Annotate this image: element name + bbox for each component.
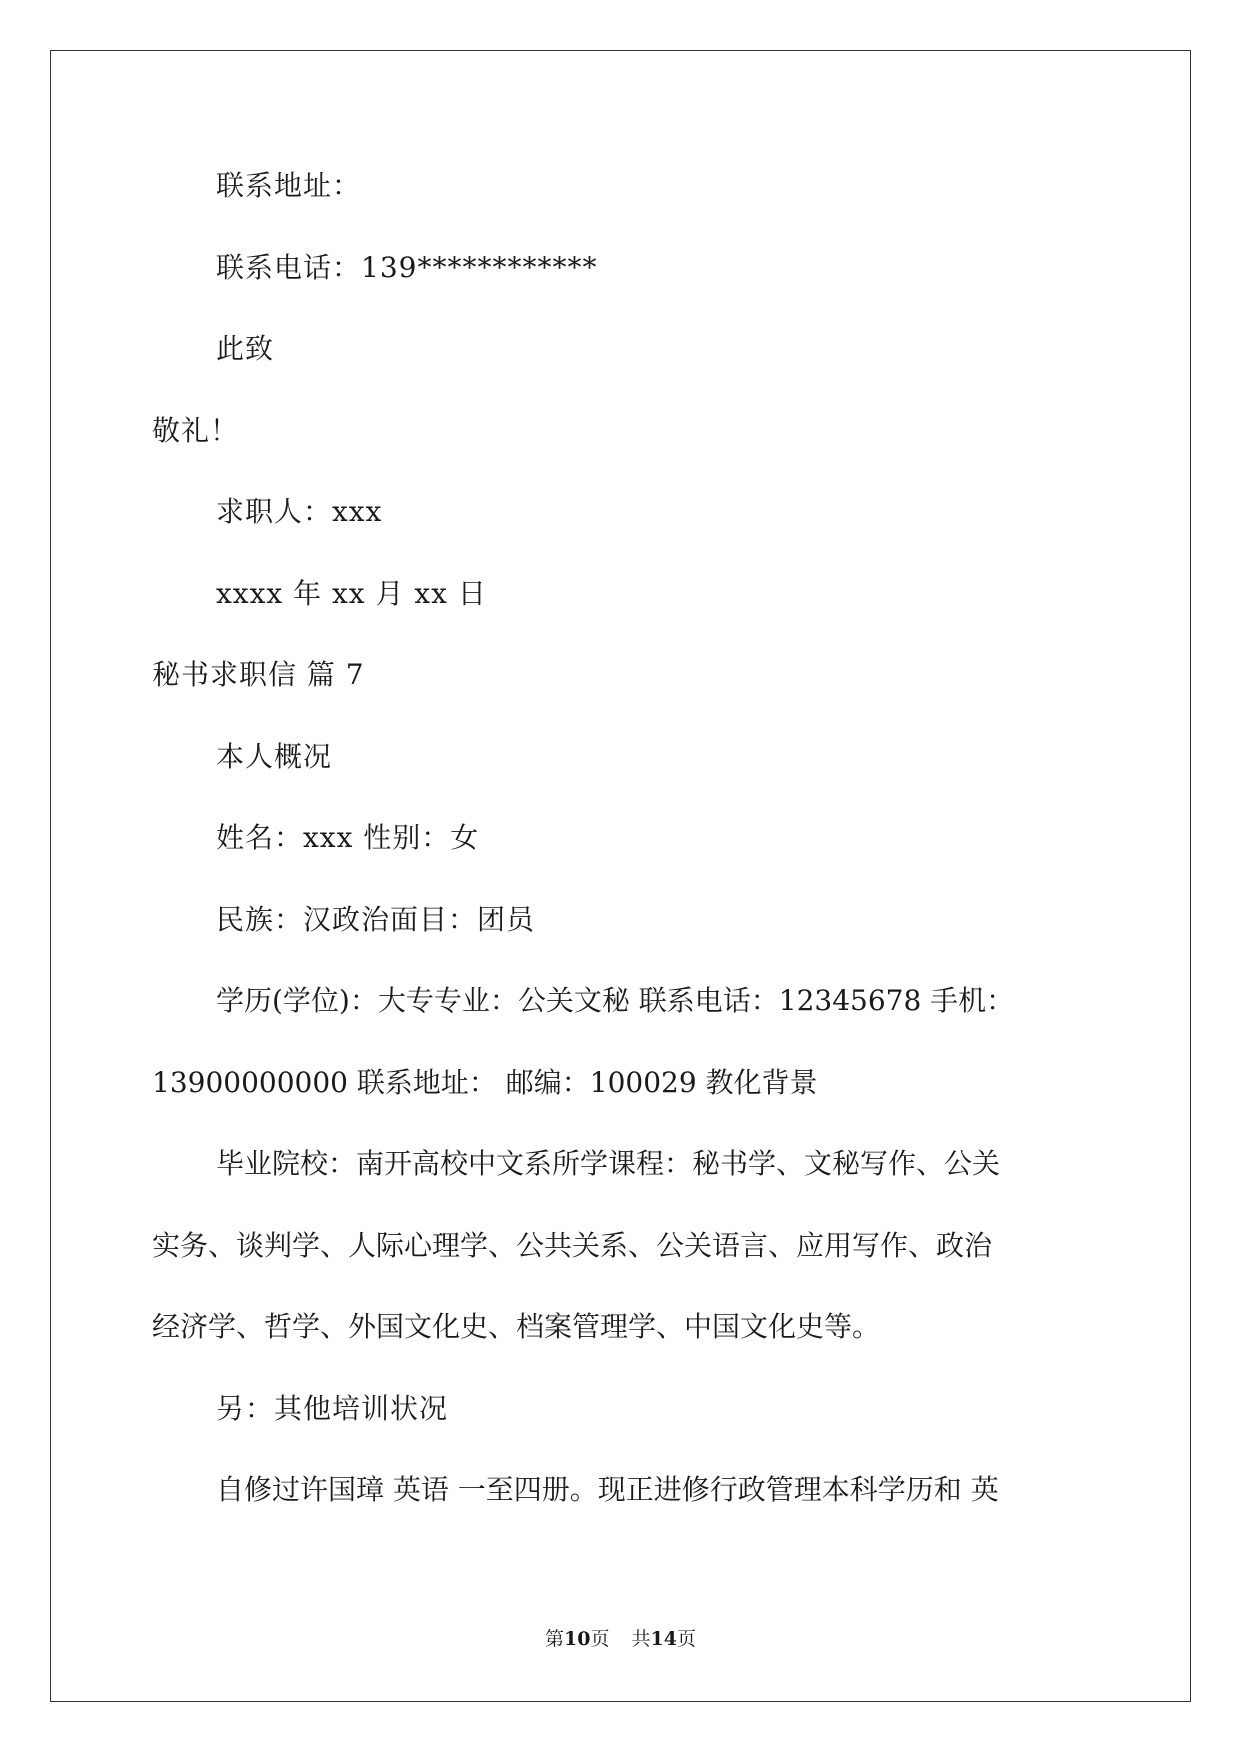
courses-line-2: 实务、谈判学、人际心理学、公共关系、公关语言、应用写作、政治 [152,1228,993,1262]
section-heading: 秘书求职信 篇 7 [152,658,365,691]
ethnicity-politics-line: 民族：汉政治面目：团员 [216,902,536,936]
school-courses-line: 毕业院校：南开高校中文系所学课程：秘书学、文秘写作、公关 [216,1147,1001,1180]
footer-total-prefix: 共 [631,1628,651,1650]
self-study-line: 自修过许国璋 英语 一至四册。现正进修行政管理本科学历和 英 [216,1473,999,1506]
salutation-line: 敬礼！ [152,413,240,447]
page-footer [0,1626,1241,1652]
contact-phone-line: 联系电话：139************ [216,250,598,284]
name-gender-line: 姓名：xxx 性别：女 [216,821,480,854]
mobile-address-line: 13900000000 联系地址： 邮编：100029 教化背景 [152,1065,818,1099]
current-page-number: 10 [564,1628,591,1650]
education-line: 学历(学位)：大专专业：公关文秘 联系电话：12345678 手机： [216,984,1015,1017]
applicant-line: 求职人：xxx [216,495,383,528]
training-heading: 另：其他培训状况 [216,1391,449,1425]
footer-prefix: 第 [545,1628,565,1650]
document-body [152,166,1092,1552]
courses-line-3: 经济学、哲学、外国文化史、档案管理学、中国文化史等。 [152,1310,881,1343]
footer-page-suffix: 页 [590,1628,610,1650]
contact-address-line: 联系地址： [216,169,362,202]
footer-total-suffix: 页 [676,1628,696,1650]
closing-line: 此致 [216,332,275,365]
total-page-number: 14 [650,1628,677,1650]
date-line: xxxx 年 xx 月 xx 日 [216,576,487,610]
overview-heading: 本人概况 [216,739,333,773]
